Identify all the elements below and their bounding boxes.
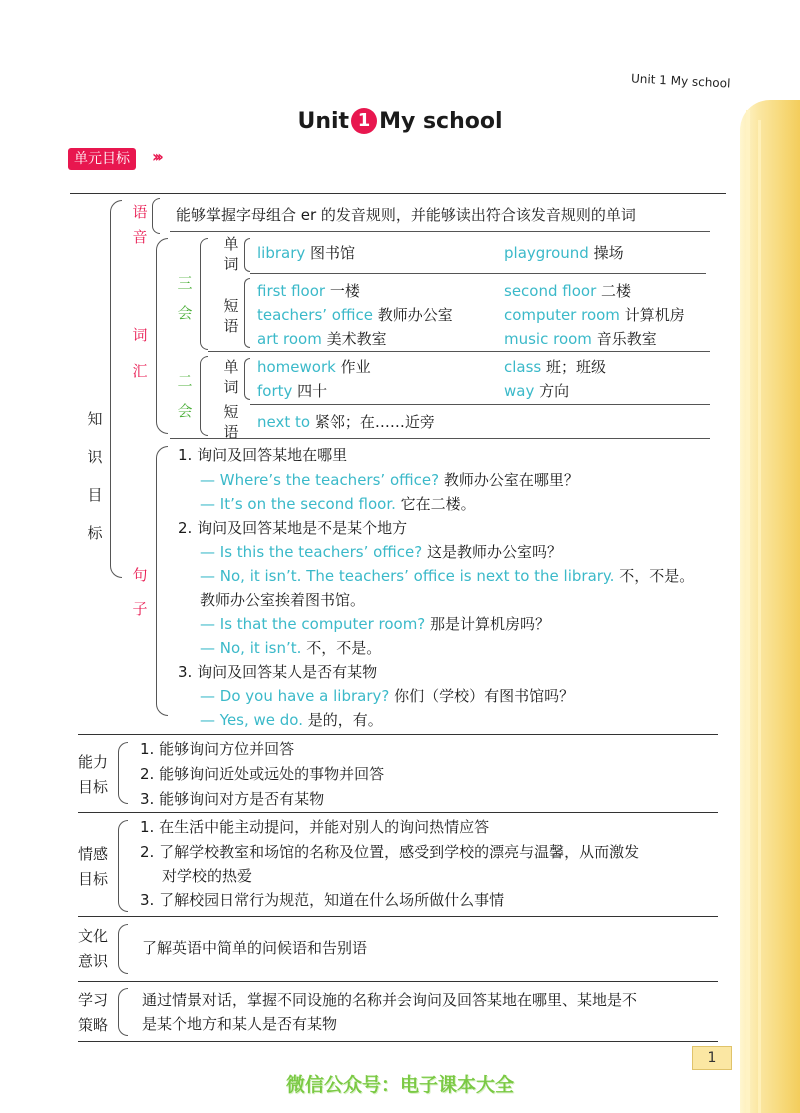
sentence-line: — No, it isn’t. The teachers’ office is next to the library. 不，不是。 [200,567,695,585]
knowledge-label: 知 识 目 标 [87,410,103,542]
brace [118,988,128,1036]
brace [110,200,122,578]
emotion-item: 1. 在生活中能主动提问，并能对别人的询问热情应答 [140,818,490,836]
ability-label: 能力 目标 [78,753,109,796]
vocab-item: homework 作业 [257,358,371,376]
divider [78,734,718,735]
page-edge-decoration [740,100,800,1113]
divider [78,812,718,813]
sentence-line: — Do you have a library? 你们（学校）有图书馆吗？ [200,687,575,705]
culture-text: 了解英语中简单的问候语和告别语 [142,939,368,957]
divider [78,981,718,982]
culture-label: 文化 意识 [78,927,109,970]
brace [118,924,128,974]
words-label: 单 词 [223,235,239,273]
strategy-text: 是某个地方和某人是否有某物 [142,1015,338,1033]
vocab-label: 词 汇 [132,326,148,380]
divider [70,193,726,194]
divider [78,916,718,917]
strategy-text: 通过情景对话，掌握不同设施的名称并会询问及回答某地在哪里、某地是不 [142,991,638,1009]
vocab-item: way 方向 [504,382,570,400]
vocab-item: next to 紧邻；在……近旁 [257,413,435,431]
brace [200,238,208,350]
sentence-line: — Is that the computer room? 那是计算机房吗？ [200,615,551,633]
pronunciation-text: 能够掌握字母组合 er 的发音规则，并能够读出符合该发音规则的单词 [176,206,636,224]
strategy-label: 学习 策略 [78,991,109,1034]
vocab-item: computer room 计算机房 [504,306,685,324]
sentences-label: 句 子 [132,566,148,618]
page-number: 1 [692,1046,732,1070]
brace [118,742,128,804]
words-label: 单 词 [223,358,239,396]
sentence-line: — No, it isn’t. 不，不是。 [200,639,382,657]
divider [250,404,710,405]
divider [170,438,710,439]
brace [244,238,250,272]
vocab-item: art room 美术教室 [257,330,387,348]
vocab-item: forty 四十 [257,382,328,400]
divider [250,273,706,274]
vocab-item: second floor 二楼 [504,282,632,300]
unit-number-badge: 1 [351,108,377,134]
divider [78,1041,718,1042]
divider [170,231,710,232]
ability-item: 2. 能够询问近处或远处的事物并回答 [140,765,385,783]
divider [208,351,710,352]
running-header: Unit 1 My school [630,71,731,91]
vocab-item: class 班；班级 [504,358,607,376]
brace [200,356,208,436]
brace [156,238,168,434]
emotion-item: 2. 了解学校教室和场馆的名称及位置，感受到学校的漂亮与温馨，从而激发 [140,843,640,861]
brace [156,446,168,716]
phrases-label: 短 语 [223,403,239,441]
sentence-line: — Is this the teachers’ office? 这是教师办公室吗？ [200,543,563,561]
page-title: Unit 1 My school [297,109,503,134]
emotion-item: 对学校的热爱 [162,867,253,885]
sentence-heading: 1. 询问及回答某地在哪里 [178,446,348,464]
vocab-item: teachers’ office 教师办公室 [257,306,453,324]
sentence-line: 教师办公室挨着图书馆。 [200,591,366,609]
three-level-label: 三 会 [177,274,193,322]
vocab-item: music room 音乐教室 [504,330,657,348]
vocab-item: library 图书馆 [257,244,356,262]
section-tag: 单元目标 [68,148,136,170]
chevron-right-icon: ››› [152,147,160,166]
sentence-line: — Where’s the teachers’ office? 教师办公室在哪里？ [200,471,579,489]
ability-item: 3. 能够询问对方是否有某物 [140,790,325,808]
pronunciation-label: 语 音 [132,203,148,246]
watermark: 微信公众号：电子课本大全 [285,1074,514,1096]
sentence-heading: 2. 询问及回答某地是不是某个地方 [178,519,408,537]
two-level-label: 二 会 [177,372,193,420]
brace [118,820,128,912]
brace [244,358,250,400]
emotion-label: 情感 目标 [78,845,109,888]
brace [152,198,160,234]
emotion-item: 3. 了解校园日常行为规范，知道在什么场所做什么事情 [140,891,505,909]
sentence-heading: 3. 询问及回答某人是否有某物 [178,663,378,681]
phrases-label: 短 语 [223,297,239,335]
brace [244,278,250,348]
sentence-line: — Yes, we do. 是的，有。 [200,711,383,729]
vocab-item: first floor 一楼 [257,282,360,300]
ability-item: 1. 能够询问方位并回答 [140,740,295,758]
sentence-line: — It’s on the second floor. 它在二楼。 [200,495,476,513]
vocab-item: playground 操场 [504,244,624,262]
